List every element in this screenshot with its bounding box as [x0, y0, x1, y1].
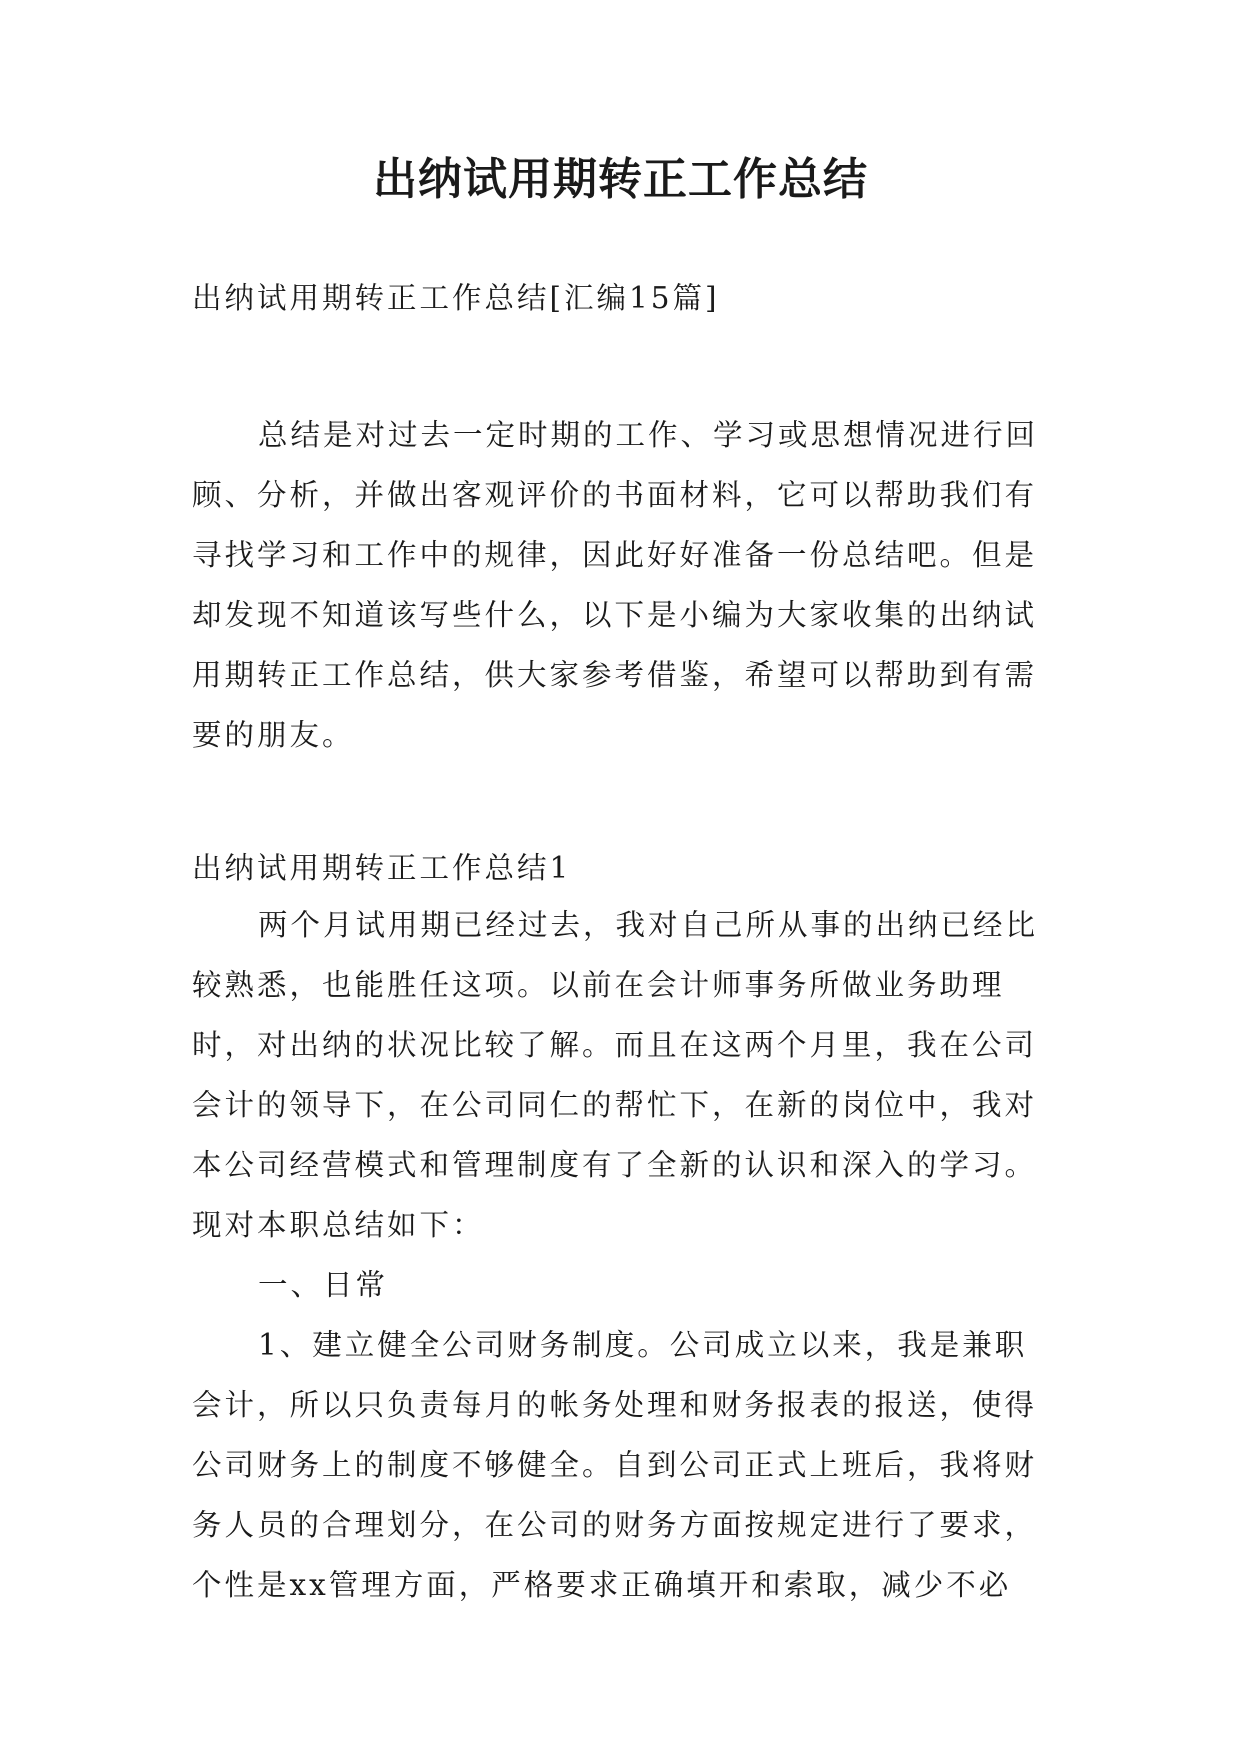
document-title: 出纳试用期转正工作总结	[373, 154, 868, 205]
section-paragraph: 1、建立健全公司财务制度。公司成立以来，我是兼职会计，所以只负责每月的帐务处理和财务报表的报送，使得公司财务上的制度不够健全。自到公司正式上班后，我将财务人员的合理划分，在公司的财务方面按规定进行了要求，个性是xx管理方面，严格要求正确填开和索取，减少不必	[192, 1328, 1038, 1602]
section-heading: 出纳试用期转正工作总结1	[192, 851, 572, 885]
intro-paragraph: 总结是对过去一定时期的工作、学习或思想情况进行回顾、分析，并做出客观评价的书面材料，它可以帮助我们有寻找学习和工作中的规律，因此好好准备一份总结吧。但是却发现不知道该写些什么，以下是小编为大家收集的出纳试用期转正工作总结，供大家参考借鉴，希望可以帮助到有需要的朋友。	[192, 418, 1039, 752]
document-subtitle: 出纳试用期转正工作总结[汇编15篇]	[192, 281, 720, 315]
section-subheading: 一、日常	[258, 1268, 389, 1302]
section-body	[192, 895, 1057, 1615]
section-paragraph: 两个月试用期已经过去，我对自己所从事的出纳已经比较熟悉，也能胜任这项。以前在会计师事务所做业务助理时，对出纳的状况比较了解。而且在这两个月里，我在公司会计的领导下，在公司同仁的帮忙下，在新的岗位中，我对本公司经营模式和管理制度有了全新的认识和深入的学习。现对本职总结如下：	[192, 908, 1039, 1242]
